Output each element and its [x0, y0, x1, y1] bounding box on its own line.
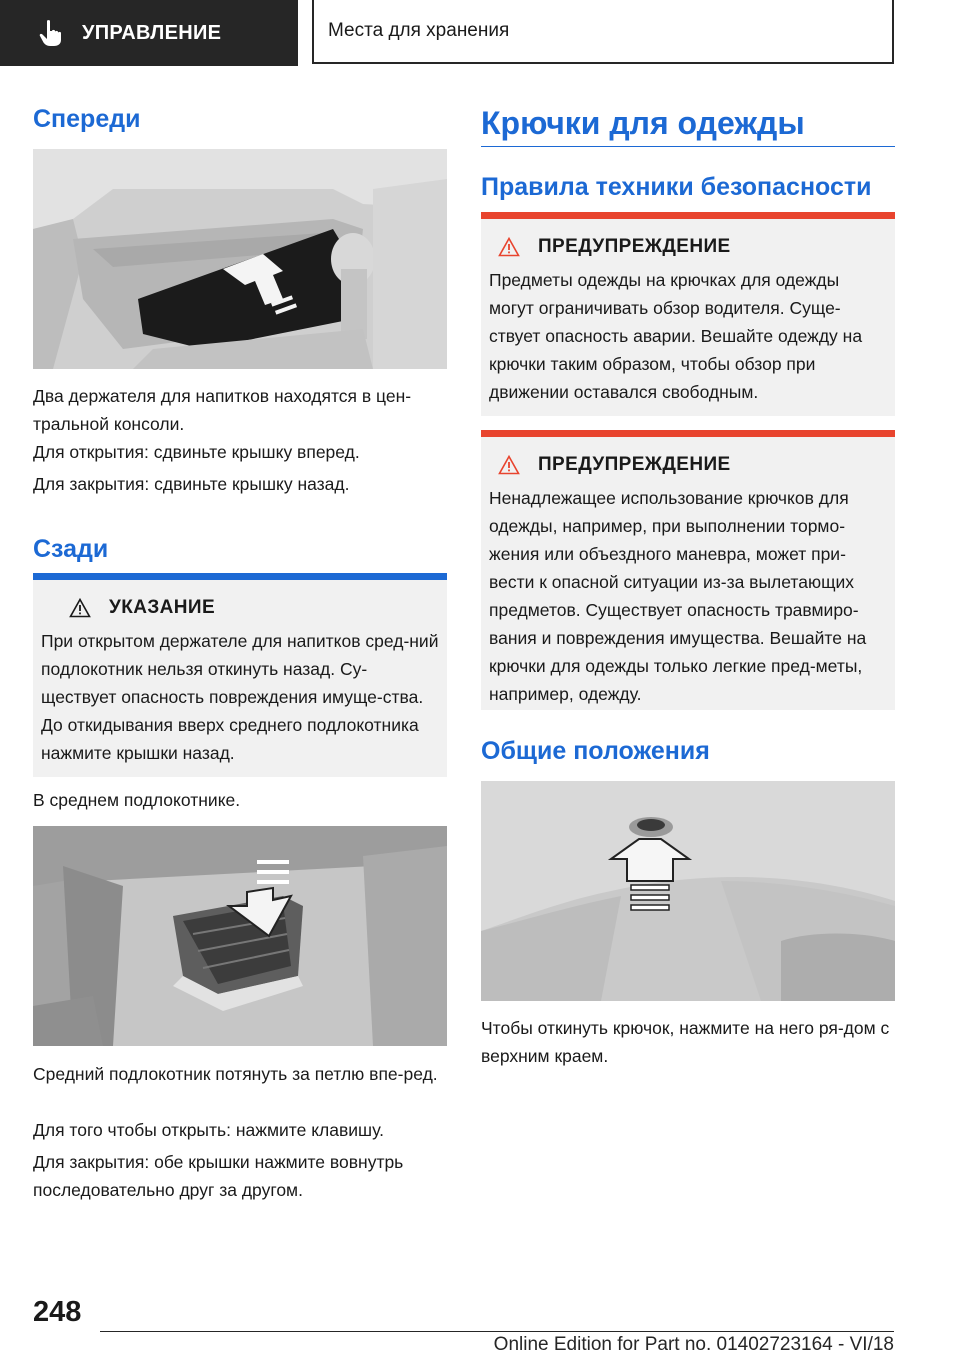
front-paragraph-3: Для закрытия: сдвиньте крышку назад. [33, 474, 350, 494]
rear-paragraph-1: В среднем подлокотнике. [33, 790, 241, 810]
general-paragraph-1: Чтобы откинуть крючок, нажмите на него ря-дом с верхним краем. [481, 1018, 890, 1066]
warning-box-2 [481, 430, 895, 710]
page-number: 248 [33, 1296, 82, 1328]
notice-label: УКАЗАНИЕ [109, 597, 216, 618]
section-tab [0, 0, 298, 66]
rear-armrest-photo [33, 826, 447, 1046]
main-title: Крючки для одежды [481, 105, 805, 141]
warning-bar-2 [481, 430, 895, 437]
coat-hook-photo [481, 781, 895, 1001]
rear-title: Сзади [33, 535, 109, 563]
rear-paragraph-3: Для того чтобы открыть: нажмите клавишу. [33, 1120, 384, 1140]
warning-label-2: ПРЕДУПРЕЖДЕНИЕ [538, 454, 731, 475]
safety-title: Правила техники безопасности [481, 173, 872, 201]
breadcrumb-text: Места для хранения [328, 20, 510, 41]
breadcrumb [312, 0, 894, 64]
notice-bar [33, 573, 447, 580]
section-label: УПРАВЛЕНИЕ [82, 21, 222, 44]
title-rule [481, 146, 895, 147]
notice-heading [69, 597, 215, 619]
general-title: Общие положения [481, 737, 710, 765]
warning-heading-1 [498, 236, 731, 258]
front-title: Спереди [33, 105, 141, 133]
notice-text: При открытом держателе для напитков сред-ний подлокотник нельзя откинуть назад. Су-ществует опасность повреждения имуще-ства. До откидывания вверх среднего подлокотника нажмите крышки назад. [41, 631, 439, 763]
warning-heading-2 [498, 454, 731, 476]
rear-paragraph-2: Средний подлокотник потянуть за петлю впе-ред. [33, 1064, 438, 1084]
rear-paragraph-4: Для закрытия: обе крышки нажмите вовнутрь последовательно друг за другом. [33, 1152, 404, 1200]
hand-pointer-icon [38, 19, 64, 47]
front-paragraph-2: Для открытия: сдвиньте крышку вперед. [33, 442, 360, 462]
edition-text: Online Edition for Part no. 01402723164 - VI/18 [493, 1334, 894, 1355]
warning-triangle-icon [498, 237, 520, 257]
warning-text-2: Ненадлежащее использование крючков для одежды, например, при выполнении тормо-жения или объездного маневра, может при-вести к опасной ситуации из-за вылетающих предметов. Существует опасность травмиро-вания и повреждения имущества. Вешайте на крючки для одежды только легкие пред-меты, например, одежду. [489, 488, 867, 704]
warning-box-1 [481, 212, 895, 416]
warning-bar-1 [481, 212, 895, 219]
notice-box [33, 573, 447, 777]
front-paragraph-1: Два держателя для напитков находятся в цен-тральной консоли. [33, 386, 412, 434]
front-console-photo [33, 149, 447, 369]
warning-label-1: ПРЕДУПРЕЖДЕНИЕ [538, 236, 731, 257]
warning-text-1: Предметы одежды на крючках для одежды могут ограничивать обзор водителя. Суще-ствует опасность аварии. Вешайте одежду на крючки таким образом, чтобы обзор при движении оставался свободным. [489, 270, 863, 402]
warning-triangle-icon [498, 455, 520, 475]
warning-triangle-icon [69, 598, 91, 618]
